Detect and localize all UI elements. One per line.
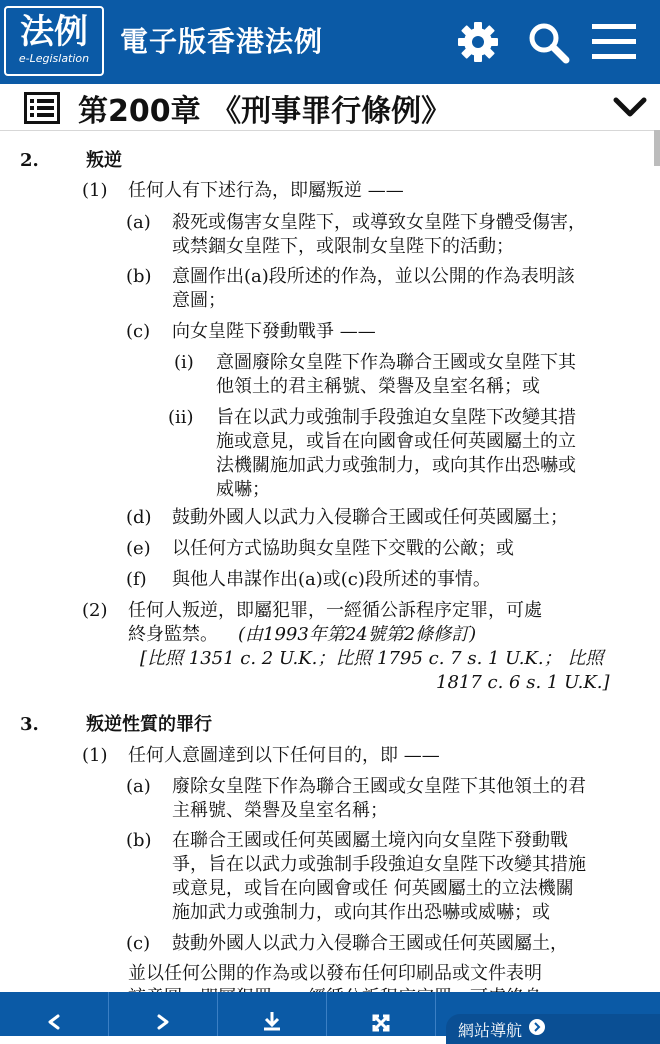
subsection-label: (1) [82,180,108,201]
subsection-text: 終身監禁。 [128,624,218,645]
subparagraph-text: 意圖廢除女皇陛下作為聯合王國或女皇陛下其 [216,352,576,373]
paragraph-label: (b) [126,830,152,851]
toolbar-divider [435,992,436,1036]
logo-text: 法例 [20,12,88,52]
bottom-toolbar [0,992,660,1040]
subsection-label: (2) [82,600,108,621]
subparagraph-text: 威嚇； [216,479,270,500]
subparagraph-text: 他領土的君主稱號、榮譽及皇室名稱；或 [216,376,540,397]
subsection-text: 任何人有下述行為，即屬叛逆 —— [128,180,404,201]
previous-section-button[interactable] [0,992,108,1036]
e-legislation-logo[interactable] [4,6,104,76]
paragraph-text: 或禁錮女皇陛下，或限制女皇陛下的活動； [172,236,514,257]
chapter-title: 第200章 《刑事罪行條例》 [78,94,452,129]
paragraph-text: 爭，旨在以武力或強制手段強迫女皇陛下改變其措施 [172,854,586,875]
section-heading: 叛逆 [86,150,122,171]
subsection-text: 並以任何公開的作為或以發布任何印刷品或文件表明 [128,963,542,984]
paragraph-text: 鼓動外國人以武力入侵聯合王國或任何英國屬土， [172,933,568,954]
search-icon[interactable] [526,20,570,64]
paragraph-label: (c) [126,321,151,342]
fullscreen-icon[interactable] [327,992,435,1036]
paragraph-text: 鼓動外國人以武力入侵聯合王國或任何英國屬土； [172,507,568,528]
cf-reference: [比照 1351 c. 2 U.K.；比照 1795 c. 7 s. 1 U.K.； 比照 [140,648,604,669]
paragraph-label: (a) [126,776,151,797]
subsection-text: 任何人叛逆，即屬犯罪，一經循公訴程序定罪，可處 [128,600,542,621]
paragraph-text: 向女皇陛下發動戰爭 —— [172,321,376,342]
subsection-label: (1) [82,745,108,766]
paragraph-label: (c) [126,933,151,954]
site-navigation-label: 網站導航 [458,1021,523,1040]
menu-icon[interactable] [592,20,636,64]
gear-icon[interactable] [456,20,500,64]
subparagraph-text: 施或意見，或旨在向國會或任何英國屬土的立 [216,431,576,452]
paragraph-text: 主稱號、榮譽及皇室名稱； [172,800,388,821]
section-heading: 叛逆性質的罪行 [86,714,212,735]
paragraph-label: (a) [126,212,151,233]
paragraph-text: 或意見，或旨在向國會或任 何英國屬土的立法機關 [172,878,574,899]
paragraph-text: 意圖； [172,290,226,311]
logo-subtext: e-Legislation [18,52,90,65]
section-number: 2. [20,150,39,171]
cf-reference: 1817 c. 6 s. 1 U.K.] [436,672,610,693]
paragraph-label: (e) [126,538,151,559]
paragraph-label: (d) [126,507,152,528]
next-section-button[interactable] [109,992,217,1036]
table-of-contents-icon[interactable] [24,92,60,124]
subparagraph-text: 法機關施加武力或強制力，或向其作出恐嚇或 [216,455,576,476]
paragraph-text: 在聯合王國或任何英國屬土境內向女皇陛下發動戰 [172,830,568,851]
chevron-down-icon[interactable] [612,94,648,120]
app-title: 電子版香港法例 [120,25,324,58]
section-number: 3. [20,714,39,735]
legislation-content [0,130,660,992]
next-page-circle-icon[interactable] [528,1018,546,1036]
paragraph-text: 意圖作出(a)段所述的作為，並以公開的作為表明該 [172,266,575,287]
paragraph-text: 施加武力或強制力，或向其作出恐嚇或威嚇；或 [172,902,550,923]
subparagraph-text: 旨在以武力或強制手段強迫女皇陛下改變其措 [216,407,576,428]
paragraph-label: (f) [126,569,147,590]
chapter-bar[interactable] [0,84,660,131]
subsection-text: 任何人意圖達到以下任何目的，即 —— [128,745,440,766]
download-icon[interactable] [218,992,326,1036]
paragraph-text: 廢除女皇陛下作為聯合王國或女皇陛下其他領土的君 [172,776,586,797]
amendment-note: (由1993年第24號第2條修訂) [238,624,477,645]
paragraph-text: 與他人串謀作出(a)或(c)段所述的事情。 [172,569,491,590]
subparagraph-label: (i) [174,352,194,373]
paragraph-text: 殺死或傷害女皇陛下，或導致女皇陛下身體受傷害， [172,212,586,233]
subparagraph-label: (ii) [168,407,194,428]
top-app-bar [0,0,660,84]
paragraph-text: 以任何方式協助與女皇陛下交戰的公敵；或 [172,538,514,559]
paragraph-label: (b) [126,266,152,287]
